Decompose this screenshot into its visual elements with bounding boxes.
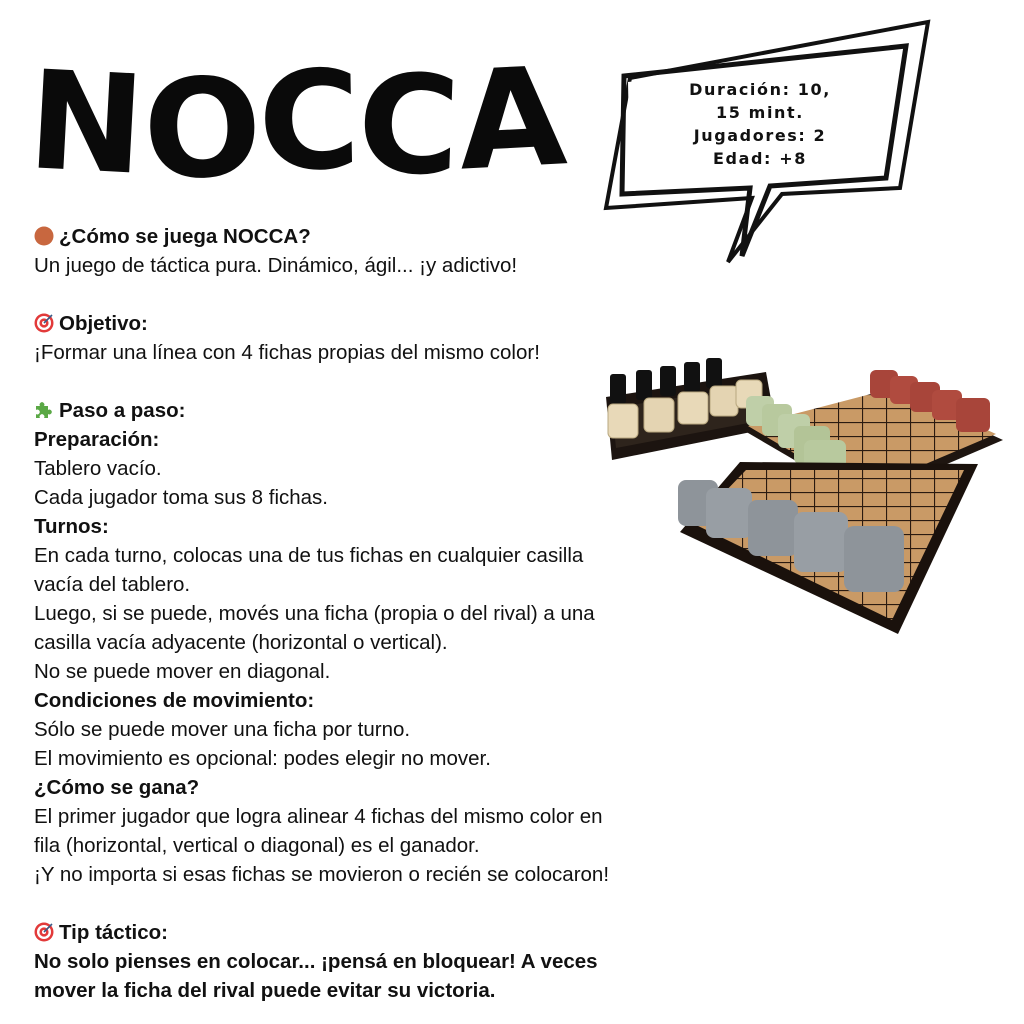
players-info: Jugadores: 2	[693, 126, 827, 145]
turns-line: En cada turno, colocas una de tus fichas en cualquier casilla	[34, 544, 584, 567]
turns-line: Luego, si se puede, movés una ficha (propia o del rival) a una	[34, 602, 595, 625]
duration-line-2: 15 mint.	[716, 103, 804, 122]
how-to-win-heading: ¿Cómo se gana?	[34, 776, 200, 799]
game-boards-photo	[598, 352, 1008, 642]
movement-conditions-line: El movimiento es opcional: podes elegir no mover.	[34, 747, 491, 770]
how-to-win-line: fila (horizontal, vertical o diagonal) es el ganador.	[34, 834, 480, 857]
how-to-play-heading: ¿Cómo se juega NOCCA?	[34, 222, 704, 251]
preparation-line: Cada jugador toma sus 8 fichas.	[34, 486, 328, 509]
tip-heading: Tip táctico:	[34, 918, 704, 947]
preparation-heading: Preparación:	[34, 428, 160, 451]
objective-text: ¡Formar una línea con 4 fichas propias del mismo color!	[34, 341, 540, 364]
duration-line-1: Duración: 10,	[689, 80, 831, 99]
board-front	[678, 462, 978, 634]
turns-heading: Turnos:	[34, 515, 109, 538]
tip-line: No solo pienses en colocar... ¡pensá en bloquear! A veces	[34, 950, 598, 973]
orange-circle-icon	[34, 226, 54, 246]
logo-letter: C	[257, 42, 360, 202]
turns-line: No se puede mover en diagonal.	[34, 660, 331, 683]
step-by-step-heading: Paso a paso:	[34, 396, 704, 425]
turns-line: casilla vacía adyacente (horizontal o vertical).	[34, 631, 448, 654]
preparation-line: Tablero vacío.	[34, 457, 162, 480]
logo-title	[24, 38, 568, 211]
turns-line: vacía del tablero.	[34, 573, 191, 596]
movement-conditions-line: Sólo se puede mover una ficha por turno.	[34, 718, 411, 741]
logo-letter: N	[24, 42, 147, 206]
target-icon	[34, 313, 54, 333]
game-info	[655, 78, 865, 170]
objective-heading: Objetivo:	[34, 309, 704, 338]
logo-letter: O	[140, 49, 262, 211]
how-to-win-line: El primer jugador que logra alinear 4 fichas del mismo color en	[34, 805, 603, 828]
movement-conditions-heading: Condiciones de movimiento:	[34, 689, 315, 712]
how-to-win-line: ¡Y no importa si esas fichas se movieron o recién se colocaron!	[34, 863, 610, 886]
tip-line: mover la ficha del rival puede evitar su victoria.	[34, 979, 496, 1002]
puzzle-piece-icon	[34, 400, 54, 420]
age-info: Edad: +8	[713, 149, 807, 168]
target-icon	[34, 922, 54, 942]
how-to-play-text: Un juego de táctica pura. Dinámico, ágil... ¡y adictivo!	[34, 254, 518, 277]
logo-letter: A	[454, 38, 568, 202]
logo-letter: C	[355, 45, 461, 207]
